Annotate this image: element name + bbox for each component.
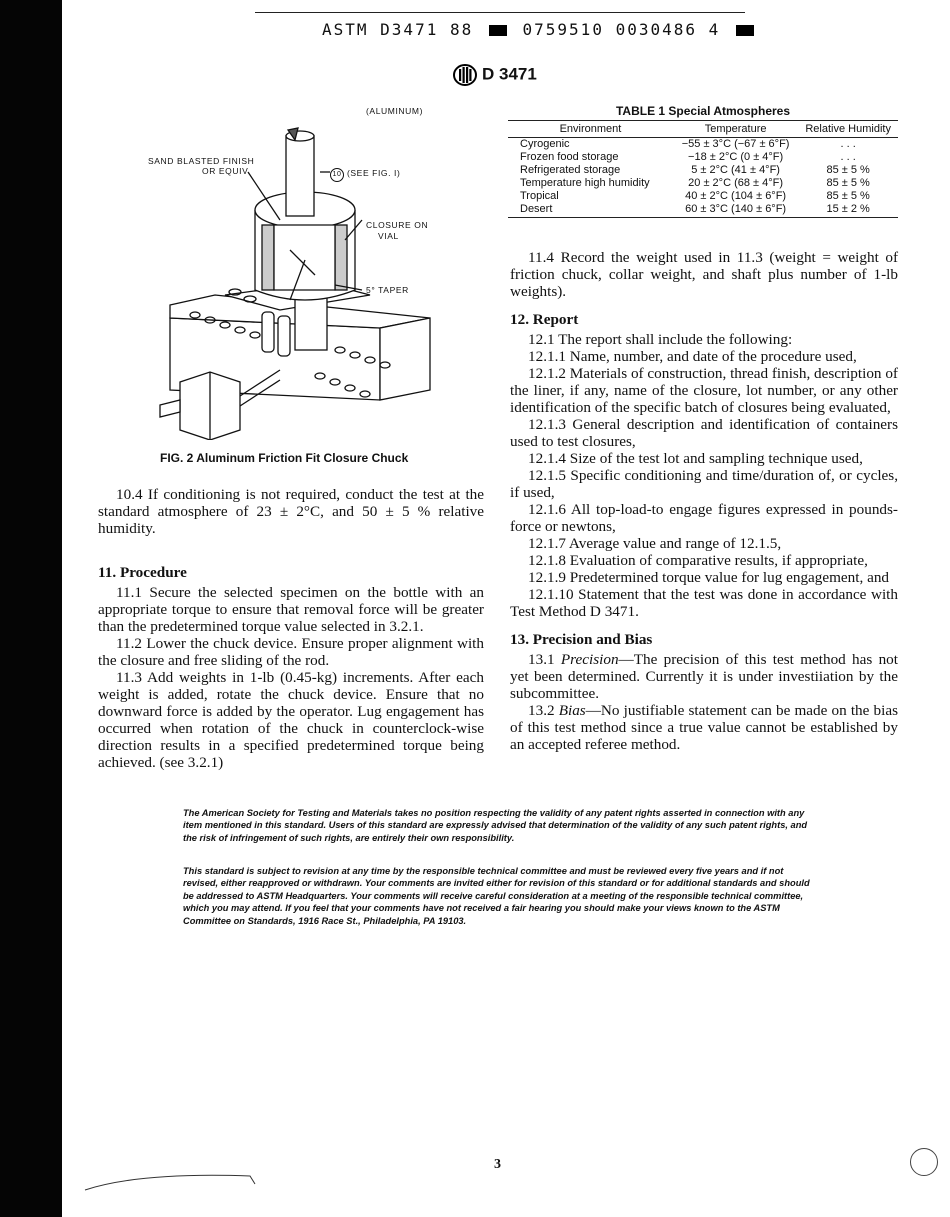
figure-2-drawing [140, 100, 480, 440]
col-environment: Environment [508, 121, 673, 138]
cell-rh: . . . [840, 138, 856, 150]
para-13-1-label: 13.1 [528, 651, 561, 668]
right-column [510, 249, 898, 753]
table-header-row [508, 121, 898, 138]
cell-rh: 85 ± 5 % [826, 177, 870, 189]
label-or-equiv: OR EQUIV. [202, 166, 251, 176]
para-12-1-7: 12.1.7 Average value and range of 12.1.5, [528, 535, 782, 552]
table-row [508, 151, 898, 164]
para-11-1: 11.1 Secure the selected specimen on the bottle with an appropriate torque to ensure that removal force will be greater than the predetermined torque value selected in 3.2.1. [98, 584, 484, 635]
para-12-1-2: 12.1.2 Materials of construction, thread finish, description of the liner, if any, name of the closure, lot number, or any other identification of the specific batch of closures being evaluated, [510, 365, 898, 416]
para-13-1 [510, 651, 898, 702]
label-closure: CLOSURE ON [366, 220, 429, 230]
table-row [508, 138, 898, 152]
heading-procedure: 11. Procedure [98, 564, 187, 581]
cell-rh: 85 ± 5 % [826, 190, 870, 202]
para-13-1-text: —The precision of this test method has not yet been determined. Currently it is under investiiation by the subcommittee. [510, 651, 899, 702]
label-see-fig-text: (SEE FIG. I) [346, 168, 401, 178]
term-precision: Precision [560, 651, 619, 668]
table-row [508, 190, 898, 203]
cell-env: Temperature high humidity [520, 177, 650, 189]
heading-precision-bias: 13. Precision and Bias [510, 631, 653, 648]
page-header [322, 20, 758, 39]
footer-note-revision: This standard is subject to revision at any time by the responsible technical committee and must be reviewed every five years and if not revised, either reapproved or withdrawn. Your comments are invited either for revision of this standard or for additional standards and should be addressed to ASTM Headquarters. Your comments will receive careful consideration at a meeting of the responsible technical committee, which you may attend. If you feel that your comments have not received a fair hearing you should make your views known to the ASTM Committee on Standards, 1916 Race St., Philadelphia, PA 19103. [183, 866, 810, 926]
table-row [508, 164, 898, 177]
para-13-2 [510, 702, 898, 753]
cell-temp: 60 ± 3°C (140 ± 6°F) [673, 203, 798, 218]
table-row [508, 203, 898, 218]
table-row [508, 177, 898, 190]
para-13-2-label: 13.2 [528, 702, 559, 719]
para-11-2: 11.2 Lower the chuck device. Ensure proper alignment with the closure and free sliding of the rod. [98, 635, 484, 669]
label-taper: 5° TAPER [366, 285, 409, 295]
page-number: 3 [494, 1157, 501, 1172]
para-10-4: 10.4 If conditioning is not required, conduct the test at the standard atmosphere of 23 ± 2°C, and 50 ± 5 % relative humidity. [98, 486, 484, 537]
para-12-1-6: 12.1.6 All top-load-to engage figures expressed in pounds-force or newtons, [510, 501, 898, 535]
table-title: TABLE 1 Special Atmospheres [615, 104, 791, 118]
cell-rh: 15 ± 2 % [798, 203, 898, 218]
para-12-1-9: 12.1.9 Predetermined torque value for lug engagement, and [528, 569, 890, 586]
cell-env: Desert [508, 203, 673, 218]
label-see-fig [330, 168, 400, 182]
para-11-4: 11.4 Record the weight used in 11.3 (weight = weight of friction chuck, collar weight, and shaft plus number of 1-lb weights). [510, 249, 898, 300]
cell-rh: 85 ± 5 % [826, 164, 870, 176]
figure-caption: FIG. 2 Aluminum Friction Fit Closure Chuck [160, 451, 409, 465]
circled-number-icon: 10 [330, 168, 344, 182]
cell-temp: −18 ± 2°C (0 ± 4°F) [688, 151, 784, 163]
para-12-1: 12.1 The report shall include the following: [528, 331, 793, 348]
para-12-1-1: 12.1.1 Name, number, and date of the procedure used, [528, 348, 857, 365]
label-sand-blasted: SAND BLASTED FINISH [148, 156, 255, 166]
header-block-mark [489, 25, 507, 36]
col-temperature: Temperature [673, 121, 798, 138]
left-column-upper [98, 486, 484, 537]
designation-number: D 3471 [482, 64, 537, 84]
header-block-mark-end [736, 25, 754, 36]
cell-env: Frozen food storage [520, 151, 619, 163]
para-12-1-5: 12.1.5 Specific conditioning and time/duration of, or cycles, if used, [510, 467, 898, 501]
para-12-1-8: 12.1.8 Evaluation of comparative results, if appropriate, [528, 552, 868, 569]
col-relative-humidity: Relative Humidity [798, 121, 898, 138]
cell-rh: . . . [840, 151, 856, 163]
cell-temp: 20 ± 2°C (68 ± 4°F) [688, 177, 784, 189]
special-atmospheres-table [508, 120, 898, 218]
left-column-procedure [98, 564, 484, 771]
para-12-1-4: 12.1.4 Size of the test lot and sampling technique used, [528, 450, 863, 467]
para-12-1-3: 12.1.3 General description and identification of containers used to test closures, [510, 416, 898, 450]
scan-curve-mark [80, 1170, 260, 1194]
cell-env: Cyrogenic [520, 138, 570, 150]
cell-env: Refrigerated storage [520, 164, 621, 176]
para-11-3: 11.3 Add weights in 1-lb (0.45-kg) increments. After each weight is added, rotate the chuck device. Ensure that no downward force is added by the operator. Lug engagement has occurred when rotation of the chuck in counterclock-wise direction results in a specified predetermined torque being achieved. (see 3.2.1) [98, 669, 484, 771]
astm-designation [452, 64, 537, 86]
header-doc-code: ASTM D3471 88 [322, 20, 474, 39]
heading-report: 12. Report [510, 311, 579, 328]
footer-note-patent: The American Society for Testing and Materials takes no position respecting the validity of any patent rights asserted in connection with any item mentioned in this standard. Users of this standard are expressly advised that determination of the validity of any such patent rights, and the risk of infringement of such rights, are entirely their own responsibility. [183, 808, 808, 843]
scan-circle-mark [910, 1148, 938, 1176]
cell-temp: 40 ± 2°C (104 ± 6°F) [685, 190, 787, 202]
cell-env: Tropical [520, 190, 559, 202]
scan-edge-shadow [0, 0, 62, 1217]
label-vial: VIAL [378, 231, 399, 241]
cell-temp: −55 ± 3°C (−67 ± 6°F) [681, 138, 790, 150]
chuck-illustration [140, 100, 480, 440]
para-12-1-10: 12.1.10 Statement that the test was done in accordance with Test Method D 3471. [510, 586, 898, 620]
cell-temp: 5 ± 2°C (41 ± 4°F) [691, 164, 780, 176]
para-13-2-text: —No justifiable statement can be made on the bias of this test method since a true value cannot be established by an accepted referee method. [510, 702, 898, 753]
header-serial-code: 0759510 0030486 4 [522, 20, 721, 39]
term-bias: Bias [558, 702, 586, 719]
top-rule [255, 12, 745, 13]
astm-logo-icon [452, 64, 478, 86]
label-aluminum: (ALUMINUM) [366, 106, 423, 116]
